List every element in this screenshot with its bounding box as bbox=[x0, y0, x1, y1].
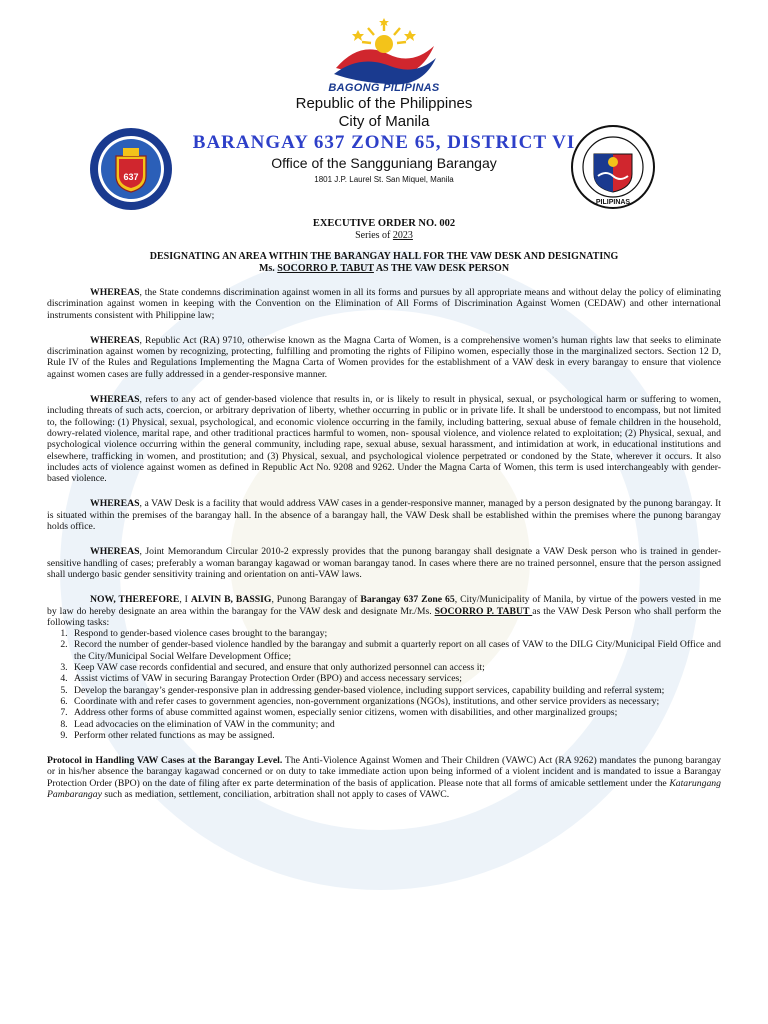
designee-name: SOCORRO P. TABUT bbox=[434, 605, 533, 617]
whereas-paragraph bbox=[47, 394, 721, 484]
order-body bbox=[0, 287, 768, 628]
list-item: 7. Address other forms of abuse committed against women, especially senior citizens, women with disabilities, and other marginalized groups; bbox=[70, 707, 721, 718]
therefore-lead: NOW, THEREFORE bbox=[90, 594, 180, 606]
list-item: 8. Lead advocacies on the elimination of VAW in the community; and bbox=[70, 719, 721, 730]
order-title: EXECUTIVE ORDER NO. 002 bbox=[312, 218, 456, 229]
therefore-paragraph bbox=[47, 594, 721, 628]
whereas-paragraph bbox=[47, 335, 721, 380]
therefore-text: as the VAW Desk Person who shall perform the following tasks: bbox=[47, 605, 721, 628]
letterhead-text bbox=[0, 94, 768, 186]
bagong-pilipinas-logo bbox=[330, 18, 438, 86]
republic-line: Republic of the Philippines bbox=[295, 95, 473, 112]
whereas-paragraph bbox=[47, 546, 721, 580]
whereas-text: , a VAW Desk is a facility that would address VAW cases in a gender-responsive manner, managed by a person designated by the punong barangay. It is situated within the premises of the barangay hall. In the absence of a barangay hall, the VAW Desk shall be established within the premises where the punong barangay holds office. bbox=[47, 498, 721, 533]
whereas-text: , Republic Act (RA) 9710, otherwise known as the Magna Carta of Women, is a comprehensive women’s human rights law that seeks to eliminate discrimination against women by recognizing, protecting, fulfilling and promoting the rights of Filipino women, especially those in the marginalized sectors. Section 12 D, Rule IV of the Rules and Regulations Implementing the Magna Carta of Women provides for the establishment of a VAW desk in every barangay to ensure that violence against women cases are fully addressed in a gender-responsive manner. bbox=[47, 334, 721, 380]
order-series bbox=[0, 230, 768, 241]
whereas-text: , refers to any act of gender-based violence that results in, or is likely to result in physical, sexual, or psychological harm or suffering to women, including threats of such acts, coercion, or arbitrary deprivation of liberty, whether occurring in public or in private life. It shall be understood to encompass, but not limited to, the following: (1) Physical, sexual, psychological, and economic violence occurring in the family, including battering, sexual abuse of female children in the household, dowry-related violence, marital rape, and other traditional practices harmful to women, non- spousal violence, and violence related to exploitation; (2) Physical, sexual, and psychological violence occurring within the general community, including rape, sexual abuse, sexual harassment, and intimidation at work, in educational institutions and elsewhere, trafficking in women, and prostitution; and (3) Physical, sexual, and psychological violence perpetrated or condoned by the State, wherever it occurs. It also includes acts of violence against women as defined in Republic Act No. 9208 and 9262. Under the Magna Carta of Women, this term is used interchangeably with gender-based violence. bbox=[47, 394, 721, 485]
whereas-text: , the State condemns discrimination against women in all its forms and pursues by all appropriate means and without delay the policy of eliminating discrimination against women in keeping with the Convention on the Elimination of All Forms of Discrimination Against Women (CEDAW) and other international instruments consistent with Philippine law; bbox=[47, 287, 721, 321]
list-item: 2. Record the number of gender-based violence handled by the barangay and submit a quarterly report on all cases of VAW to the DILG City/Municipal Field Office and the City/Municipal Social Welfare Development Office; bbox=[70, 639, 721, 662]
list-item: 4. Assist victims of VAW in securing Barangay Protection Order (BPO) and access necessary services; bbox=[70, 673, 721, 684]
address-line: 1801 J.P. Laurel St. San Miquel, Manila bbox=[314, 175, 454, 184]
letterhead bbox=[0, 0, 768, 212]
list-item: 1. Respond to gender-based violence cases brought to the barangay; bbox=[70, 628, 721, 639]
subject-prefix: Ms. bbox=[258, 263, 278, 274]
whereas-lead: WHEREAS bbox=[90, 498, 140, 510]
office-line: Office of the Sangguniang Barangay bbox=[271, 155, 497, 171]
whereas-paragraph bbox=[47, 287, 721, 321]
whereas-lead: WHEREAS bbox=[90, 394, 140, 406]
protocol-section bbox=[0, 755, 768, 800]
protocol-italic: Katarungang Pambarangay bbox=[47, 777, 721, 800]
therefore-text: , Punong Barangay of bbox=[271, 594, 361, 606]
protocol-text: such as mediation, settlement, conciliation, arbitration shall not apply to cases of VAWC. bbox=[101, 788, 450, 800]
subject-suffix: AS THE VAW DESK PERSON bbox=[373, 263, 510, 274]
whereas-paragraph bbox=[47, 498, 721, 532]
protocol-lead: Protocol in Handling VAW Cases at the Barangay Level. bbox=[47, 755, 283, 767]
series-year: 2023 bbox=[392, 230, 413, 241]
seal-number: 637 bbox=[123, 172, 139, 182]
protocol-paragraph bbox=[47, 755, 721, 800]
seal-bottom-text: PILIPINAS bbox=[595, 199, 631, 206]
series-prefix: Series of bbox=[355, 230, 393, 241]
whereas-lead: WHEREAS bbox=[90, 546, 140, 558]
logo-caption: BAGONG PILIPINAS bbox=[328, 82, 440, 94]
list-item: 6. Coordinate with and refer cases to government agencies, non-government organizations (NGOs), institutions, and other service providers as necessary; bbox=[70, 696, 721, 707]
list-item: 5. Develop the barangay’s gender-responsive plan in addressing gender-based violence, including support services, capability building and referral system; bbox=[70, 685, 721, 696]
therefore-text: , I bbox=[179, 594, 191, 606]
subject-name: SOCORRO P. TABUT bbox=[277, 263, 374, 274]
city-line: City of Manila bbox=[338, 113, 430, 130]
barangay-name: BARANGAY 637 ZONE 65, DISTRICT VI bbox=[192, 132, 576, 153]
whereas-text: , Joint Memorandum Circular 2010-2 expressly provides that the punong barangay shall designate a VAW Desk person who is trained in gender-sensitive handling of cases; preferably a woman barangay kagawad or woman barangay tanod. In cases where there are no trained personnel, ensure that the person assigned shall undergo basic gender sensitivity training and orientation on anti-VAW laws. bbox=[47, 546, 721, 580]
whereas-lead: WHEREAS bbox=[90, 334, 140, 346]
whereas-lead: WHEREAS bbox=[90, 287, 140, 298]
therefore-text: , City/Municipality of Manila, by virtue of the powers vested in me by law do hereby designate an area within the barangay for the VAW desk and designate Mr./Ms. bbox=[47, 594, 721, 617]
list-item: 3. Keep VAW case records confidential and secured, and ensure that only authorized personnel can access it; bbox=[70, 662, 721, 673]
barangay-ref: Barangay 637 Zone 65 bbox=[360, 594, 455, 606]
task-list bbox=[0, 628, 768, 741]
subject-line-1: DESIGNATING AN AREA WITHIN THE BARANGAY HALL FOR THE VAW DESK AND DESIGNATING bbox=[149, 251, 619, 262]
order-subject bbox=[0, 251, 768, 275]
subject-line-2 bbox=[0, 263, 768, 275]
list-item: 9. Perform other related functions as may be assigned. bbox=[70, 730, 721, 741]
protocol-text: The Anti-Violence Against Women and Their Children (VAWC) Act (RA 9262) mandates the punong barangay or in his/her absence the barangay kagawad concerned or on duty to take immediate action upon being informed of a violent incident and is mandated to issue a Barangay Protection Order (BPO) on the date of filing after ex parte determination of the basis of application. Please note that all forms of amicable settlement under the bbox=[47, 755, 721, 789]
punong-barangay-name: ALVIN B, BASSIG bbox=[190, 594, 272, 606]
